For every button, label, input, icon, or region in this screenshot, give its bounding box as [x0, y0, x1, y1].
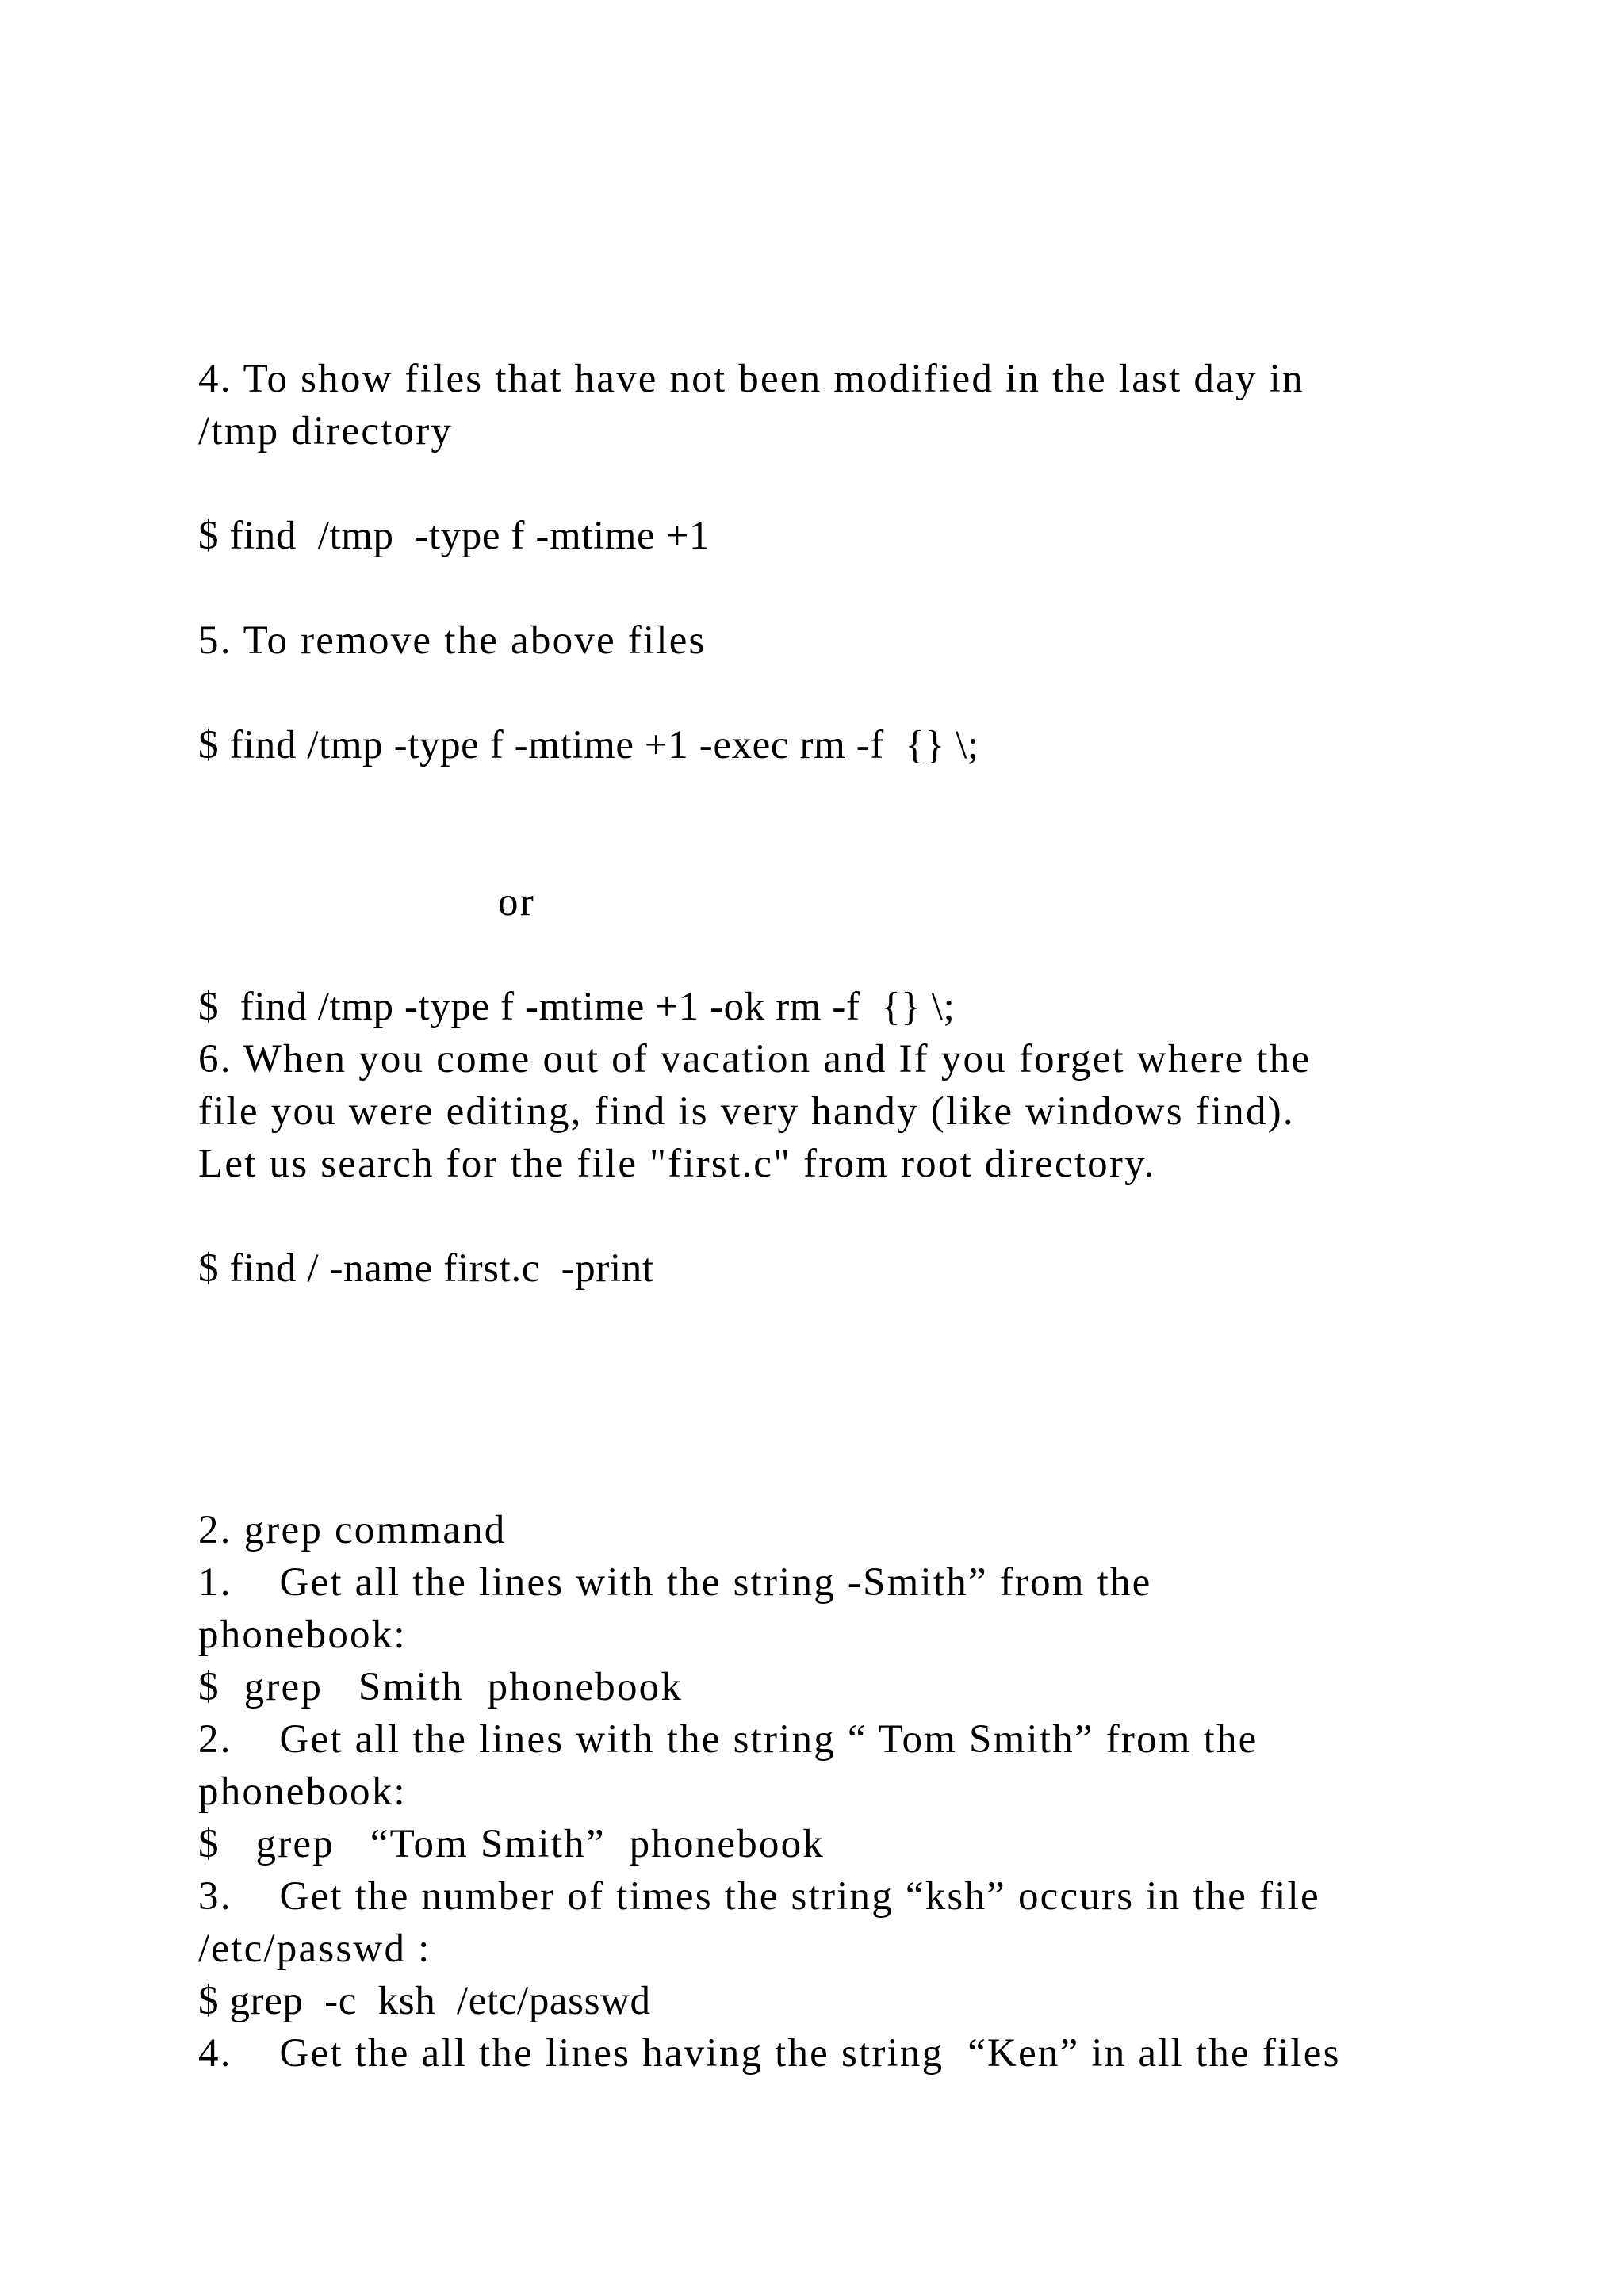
- find-item4-line1: 4. To show files that have not been modified in the last day in: [198, 357, 1304, 401]
- grep-item4-line1: 4. Get the all the lines having the string “Ken” in all the files: [198, 2031, 1341, 2076]
- grep-item1-line2: phonebook:: [198, 1613, 407, 1657]
- find-item6-command: $ find / -name first.c -print: [198, 1246, 654, 1291]
- find-item4-line2: /tmp directory: [198, 409, 454, 453]
- grep-item3-command: $ grep -c ksh /etc/passwd: [198, 1979, 651, 2023]
- grep-item2-line2: phonebook:: [198, 1770, 407, 1814]
- find-item6-line2: file you were editing, find is very handy (like windows find).: [198, 1089, 1295, 1134]
- find-item6-line1: 6. When you come out of vacation and If you forget where the: [198, 1037, 1312, 1081]
- find-item4-command: $ find /tmp -type f -mtime +1: [198, 514, 710, 558]
- grep-item2-command: $ grep “Tom Smith” phonebook: [198, 1822, 825, 1866]
- grep-item1-command: $ grep Smith phonebook: [198, 1665, 684, 1709]
- grep-item1-line1: 1. Get all the lines with the string -Smith” from the: [198, 1560, 1152, 1605]
- find-item5-text: 5. To remove the above files: [198, 618, 707, 663]
- find-item6-line3: Let us search for the file "first.c" from root directory.: [198, 1142, 1156, 1186]
- find-item5-command-exec: $ find /tmp -type f -mtime +1 -exec rm -f {} \;: [198, 723, 979, 767]
- grep-heading: 2. grep command: [198, 1508, 507, 1552]
- find-or-text: or: [498, 880, 535, 924]
- grep-item3-line2: /etc/passwd :: [198, 1927, 431, 1971]
- grep-item2-line1: 2. Get all the lines with the string “ Tom Smith” from the: [198, 1717, 1258, 1762]
- find-item5-command-ok: $ find /tmp -type f -mtime +1 -ok rm -f {} \;: [198, 985, 956, 1029]
- grep-item3-line1: 3. Get the number of times the string “ksh” occurs in the file: [198, 1874, 1320, 1919]
